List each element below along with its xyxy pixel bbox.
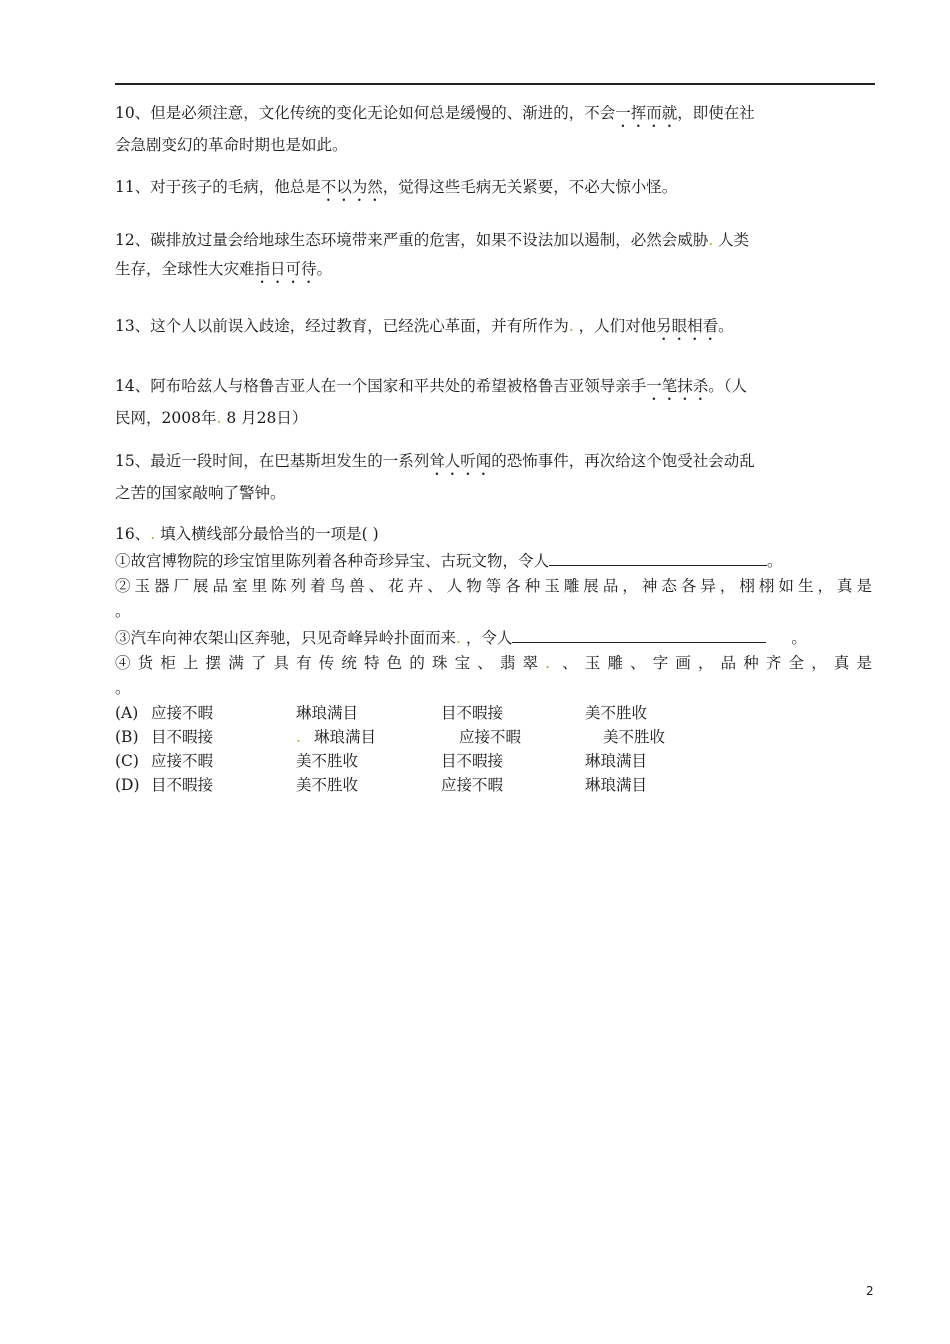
option-c[interactable] xyxy=(115,749,815,773)
q14-emphasis: 一笔抹杀 xyxy=(646,377,709,395)
q16-s3-text: ③汽车向神农架山区奔驰，只见奇峰异岭扑面而来 xyxy=(115,629,457,647)
option-b-mark: . xyxy=(296,728,301,746)
option-choice: 目不暇接 xyxy=(151,776,214,794)
q11-text-end: ，觉得这些毛病无关紧要，不必大惊小怪。 xyxy=(382,178,678,196)
q10-emphasis: 一挥而就 xyxy=(615,104,678,122)
question-14 xyxy=(115,372,872,433)
q13-mark: . xyxy=(568,317,574,335)
option-choice: 琳琅满目 xyxy=(585,776,648,794)
q13-text-end: 。 xyxy=(718,317,734,335)
q12-text2: 生存，全球性大灾难 xyxy=(115,260,255,278)
q12-emphasis: 指日可待 xyxy=(254,260,317,278)
q16-options xyxy=(115,701,815,797)
option-label: (C) xyxy=(115,752,139,770)
q15-line2: 之苦的国家敲响了警钟。 xyxy=(115,484,286,502)
q16-sentence-2: ②玉器厂展品室里陈列着鸟兽、花卉、人物等各种玉雕展品，神态各异，栩栩如生，真是 xyxy=(115,577,872,595)
option-choice: 琳琅满目 xyxy=(585,752,648,770)
q14-line1 xyxy=(115,372,872,404)
question-12 xyxy=(115,226,872,287)
q16-s4-text2: 、玉雕、字画，品种齐全，真是 xyxy=(550,654,872,672)
option-choice: 美不胜收 xyxy=(585,704,648,722)
q16-s4-text: ④货柜上摆满了具有传统特色的珠宝、翡翠 xyxy=(115,654,546,672)
option-choice: 目不暇接 xyxy=(151,728,214,746)
option-choice: 应接不暇 xyxy=(441,776,504,794)
question-10 xyxy=(115,99,872,160)
option-b[interactable] xyxy=(115,725,815,749)
option-choice: 应接不暇 xyxy=(151,704,214,722)
q16-s1-text: ①故宫博物院的珍宝馆里陈列着各种奇珍异宝、古玩文物，令人 xyxy=(115,552,550,570)
option-choice: 应接不暇 xyxy=(459,728,522,746)
q12-mark: . xyxy=(708,231,714,249)
q12-text: 12、碳排放过量会给地球生态环境带来严重的危害，如果不设法加以遏制，必然会威胁 xyxy=(115,231,709,249)
q10-text-end: ，即使在社 xyxy=(677,104,755,122)
q15-emphasis: 耸人听闻 xyxy=(429,452,492,470)
q16-mark: . xyxy=(150,525,156,543)
question-13 xyxy=(115,312,872,344)
q11-line1 xyxy=(115,173,872,205)
option-choice: 琳琅满目 xyxy=(296,704,359,722)
option-choice: 应接不暇 xyxy=(151,752,214,770)
q13-text: 13、这个人以前误入歧途，经过教育，已经洗心革面，并有所作为 xyxy=(115,317,569,335)
option-label: (A) xyxy=(115,704,139,722)
q14-mark: . xyxy=(216,409,222,427)
option-label: (D) xyxy=(115,776,140,794)
q13-emphasis: 另眼相看 xyxy=(656,317,719,335)
q16-s1-end: 。 xyxy=(767,552,783,570)
header-rule xyxy=(115,83,875,85)
q16-sentence-3 xyxy=(115,624,872,651)
q12-line2 xyxy=(115,255,872,287)
q16-s4-mark: . xyxy=(545,654,551,672)
q16-s3-end: 。 xyxy=(786,629,807,647)
option-choice: 琳琅满目 xyxy=(314,728,377,746)
option-choice: 美不胜收 xyxy=(296,776,359,794)
q10-text: 10、但是必须注意，文化传统的变化无论如何总是缓慢的、渐进的，不会 xyxy=(115,104,616,122)
page-number: 2 xyxy=(866,1284,874,1298)
q14-date: 8 月28日） xyxy=(221,409,308,427)
option-label: (B) xyxy=(115,728,139,746)
q16-s3-mark: . xyxy=(456,629,461,647)
q15-text-end: 的恐怖事件，再次给这个饱受社会动乱 xyxy=(491,452,755,470)
q14-text-end: 。（人 xyxy=(708,377,748,395)
option-choice: 目不暇接 xyxy=(441,704,504,722)
q15-line1 xyxy=(115,447,872,479)
q10-line1 xyxy=(115,99,872,131)
q16-sentence-1 xyxy=(115,547,872,574)
q16-s3-text2: ，令人 xyxy=(460,629,513,647)
question-11 xyxy=(115,173,872,205)
q16-s1-blank xyxy=(549,547,767,566)
option-d[interactable] xyxy=(115,773,815,797)
q13-line1 xyxy=(115,312,872,344)
q14-line2 xyxy=(115,404,872,433)
q12-line1 xyxy=(115,226,872,255)
q16-heading xyxy=(115,522,872,547)
q10-line2: 会急剧变幻的革命时期也是如此。 xyxy=(115,136,348,154)
question-16 xyxy=(115,522,872,701)
option-choice: 美不胜收 xyxy=(603,728,666,746)
q16-s4-end: 。 xyxy=(115,679,131,697)
q12-text-end: 人类 xyxy=(713,231,750,249)
q11-text: 11、对于孩子的毛病，他总是 xyxy=(115,178,321,196)
option-choice: 目不暇接 xyxy=(441,752,504,770)
q16-s2-end: 。 xyxy=(115,602,131,620)
q16-prompt: 填入横线部分最恰当的一项是( ) xyxy=(155,525,379,543)
q16-s3-blank xyxy=(512,624,766,643)
q16-sentence-4 xyxy=(115,651,872,676)
q13-text-mid: ，人们对他 xyxy=(573,317,657,335)
question-15 xyxy=(115,447,872,508)
q12-text2-end: 。 xyxy=(316,260,333,278)
option-choice: 美不胜收 xyxy=(296,752,359,770)
q11-emphasis: 不以为然 xyxy=(320,178,383,196)
q14-source: 民网，2008年 xyxy=(115,409,217,427)
q14-text: 14、阿布哈兹人与格鲁吉亚人在一个国家和平共处的希望被格鲁吉亚领导亲手 xyxy=(115,377,647,395)
q15-text: 15、最近一段时间，在巴基斯坦发生的一系列 xyxy=(115,452,430,470)
q16-number: 16、 xyxy=(115,525,151,543)
option-a[interactable] xyxy=(115,701,815,725)
